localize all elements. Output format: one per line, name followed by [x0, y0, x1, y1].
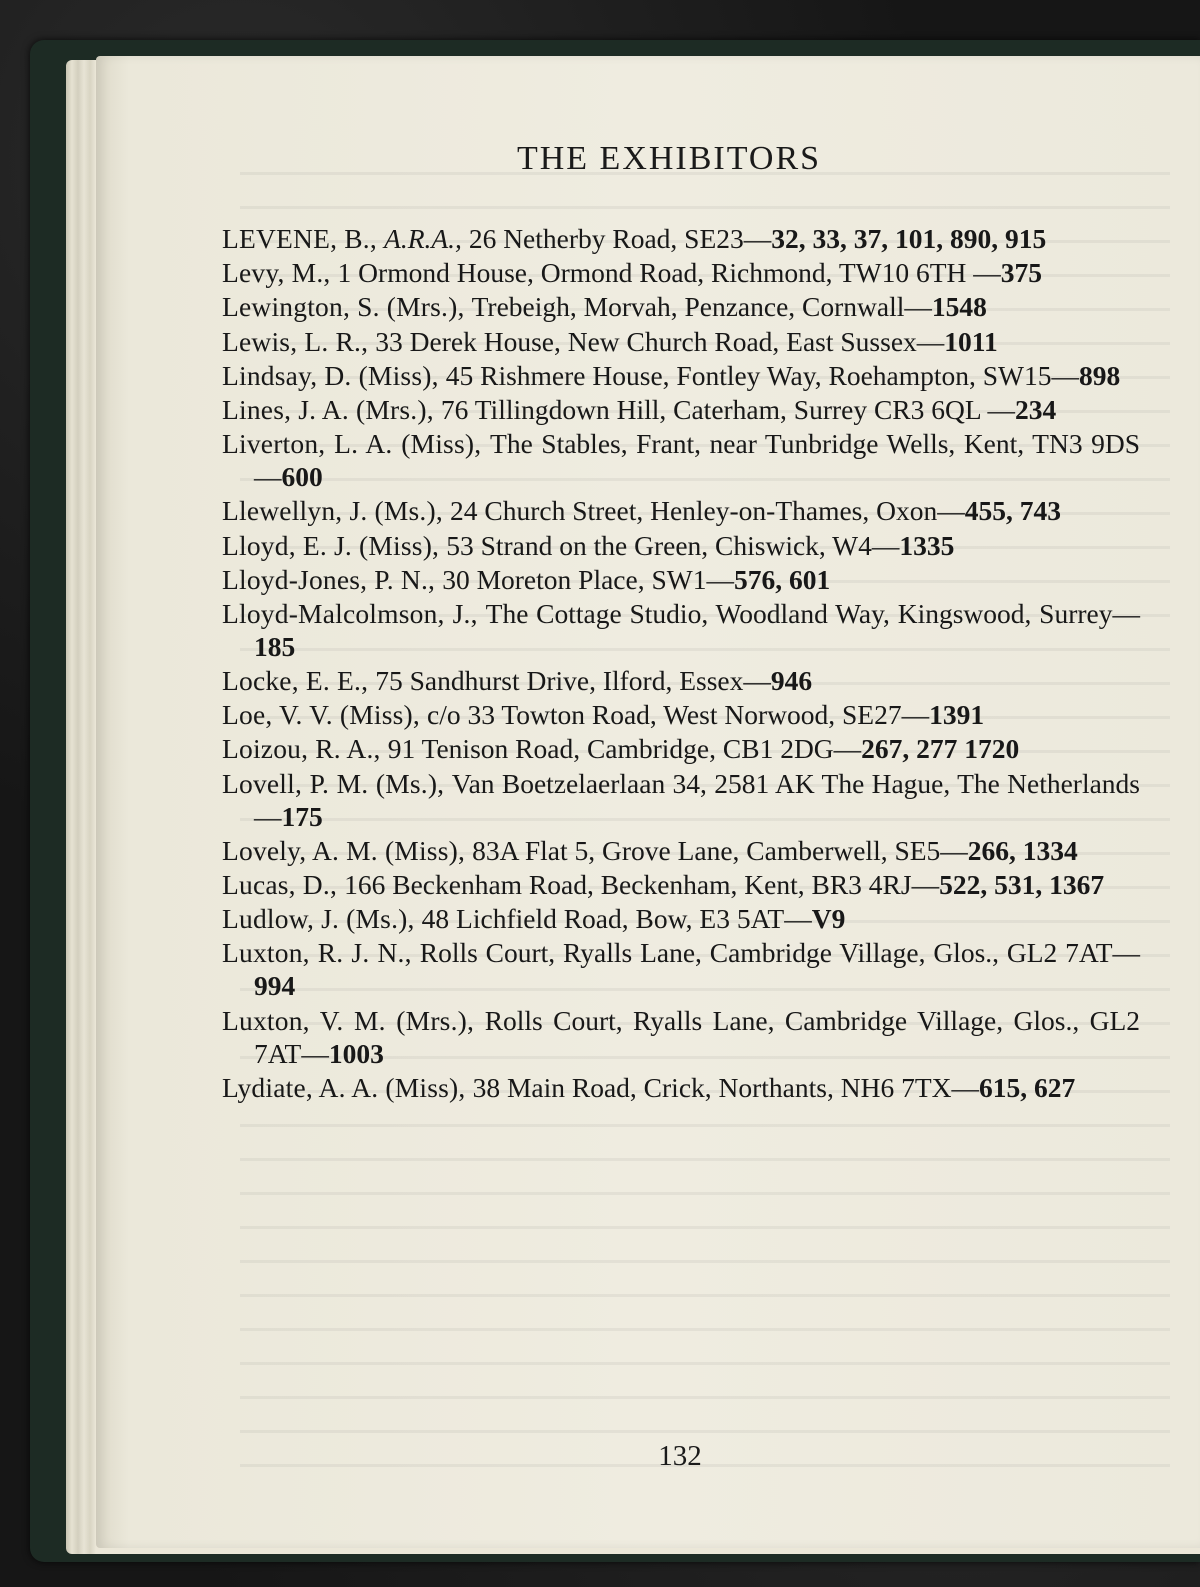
catalogue-numbers: 994 — [254, 970, 296, 1002]
exhibitor-name: Lindsay, D. (Miss), — [222, 359, 446, 391]
exhibitor-address: Rolls Court, Ryalls Lane, Cambridge Village, Glos., GL2 7AT— — [254, 1004, 1140, 1069]
exhibitor-address: 1 Ormond House, Ormond Road, Richmond, TW10 6TH — — [337, 257, 1001, 289]
exhibitor-name: Lloyd-Malcolmson, J., — [222, 597, 486, 629]
exhibitor-entry — [222, 256, 1140, 289]
exhibitor-entry — [222, 427, 1140, 493]
exhibitor-name: Lloyd-Jones, P. N., — [222, 563, 443, 595]
catalogue-numbers: 615, 627 — [978, 1071, 1076, 1103]
exhibitor-address: c/o 33 Towton Road, West Norwood, SE27— — [427, 699, 930, 731]
catalogue-numbers: 185 — [254, 630, 296, 662]
exhibitor-entry — [222, 325, 1140, 358]
exhibitor-entry — [222, 222, 1140, 255]
exhibitor-address: 83A Flat 5, Grove Lane, Camberwell, SE5— — [472, 834, 968, 866]
exhibitor-entry — [222, 698, 1140, 731]
exhibitor-entry — [222, 359, 1140, 392]
catalogue-numbers: 600 — [281, 461, 323, 493]
exhibitor-name: Locke, E. E., — [222, 665, 376, 697]
catalogue-numbers: 1391 — [929, 699, 985, 731]
catalogue-numbers: 266, 1334 — [967, 834, 1078, 866]
exhibitor-address: 48 Lichfield Road, Bow, E3 5AT— — [421, 903, 812, 935]
exhibitor-entry — [222, 732, 1140, 765]
exhibitor-address: 24 Church Street, Henley-on-Thames, Oxon— — [450, 495, 965, 527]
exhibitor-address: The Cottage Studio, Woodland Way, Kingswood, Surrey— — [485, 597, 1140, 629]
exhibitor-name: LEVENE, B., — [222, 223, 385, 254]
exhibitor-address: 45 Rishmere House, Fontley Way, Roehampton, SW15— — [445, 359, 1080, 391]
catalogue-numbers: 576, 601 — [733, 563, 831, 595]
exhibitor-list — [222, 222, 1140, 1105]
catalogue-numbers: 32, 33, 37, 101, 890, 915 — [771, 223, 1047, 254]
exhibitor-entry — [222, 494, 1140, 527]
exhibitor-address: 26 Netherby Road, SE23— — [461, 223, 772, 254]
exhibitor-name: Levy, M., — [222, 257, 338, 289]
exhibitor-address: 53 Strand on the Green, Chiswick, W4— — [446, 529, 900, 561]
exhibitor-name: Loe, V. V. (Miss), — [222, 699, 428, 731]
exhibitor-entry — [222, 902, 1140, 935]
exhibitor-address: Van Boetzelaerlaan 34, 2581 AK The Hague, The Netherlands— — [254, 767, 1141, 832]
exhibitor-name: Lucas, D., — [222, 869, 345, 900]
catalogue-numbers: 375 — [1000, 257, 1043, 289]
exhibitor-address: 30 Moreton Place, SW1— — [442, 563, 734, 595]
exhibitor-name: Luxton, R. J. N., — [222, 937, 420, 969]
catalogue-numbers: 455, 743 — [964, 495, 1061, 527]
exhibitor-address: 33 Derek House, New Church Road, East Sussex— — [375, 325, 945, 357]
page-number: 132 — [658, 1440, 702, 1472]
catalogue-numbers: 267, 277 1720 — [861, 733, 1020, 765]
exhibitor-address: Rolls Court, Ryalls Lane, Cambridge Village, Glos., GL2 7AT— — [419, 937, 1140, 969]
catalogue-numbers: 1003 — [328, 1037, 384, 1069]
exhibitor-name: Lines, J. A. (Mrs.), — [222, 393, 441, 425]
exhibitor-name: Lewis, L. R., — [222, 325, 376, 357]
exhibitor-entry — [222, 1004, 1140, 1070]
exhibitor-name: Ludlow, J. (Ms.), — [222, 903, 422, 935]
exhibitor-address: The Stables, Frant, near Tunbridge Wells, Kent, TN3 9DS— — [254, 428, 1140, 493]
exhibitor-address: 75 Sandhurst Drive, Ilford, Essex— — [375, 665, 771, 697]
exhibitor-name: Lovell, P. M. (Ms.), — [222, 767, 452, 799]
exhibitor-name: Lloyd, E. J. (Miss), — [222, 529, 447, 561]
exhibitor-entry — [222, 393, 1140, 426]
exhibitor-address: 76 Tillingdown Hill, Caterham, Surrey CR3 6QL — — [440, 393, 1016, 425]
exhibitor-entry — [222, 563, 1140, 596]
catalogue-numbers: 1011 — [944, 325, 998, 357]
exhibitor-entry — [222, 1071, 1140, 1104]
exhibitor-address: 166 Beckenham Road, Beckenham, Kent, BR3 4RJ— — [344, 869, 940, 900]
catalogue-numbers: 1548 — [931, 291, 987, 323]
catalogue-numbers: V9 — [811, 903, 846, 935]
exhibitor-name: Luxton, V. M. (Mrs.), — [222, 1004, 485, 1036]
exhibitor-entry — [222, 767, 1140, 833]
catalogue-numbers: 175 — [281, 800, 323, 832]
page-title: THE EXHIBITORS — [516, 140, 822, 177]
exhibitor-address: 38 Main Road, Crick, Northants, NH6 7TX— — [472, 1071, 979, 1103]
catalogue-numbers: 946 — [770, 665, 813, 697]
exhibitor-name: Lydiate, A. A. (Miss), — [222, 1071, 473, 1103]
exhibitor-entry — [222, 597, 1140, 663]
catalogue-numbers: 898 — [1079, 359, 1121, 391]
exhibitor-address: 91 Tenison Road, Cambridge, CB1 2DG— — [387, 733, 862, 765]
exhibitor-entry — [222, 868, 1140, 901]
catalogue-numbers: 1335 — [899, 529, 955, 561]
catalogue-numbers: 522, 531, 1367 — [939, 869, 1105, 900]
exhibitor-entry — [222, 664, 1140, 697]
exhibitor-address: Trebeigh, Morvah, Penzance, Cornwall— — [471, 291, 932, 323]
exhibitor-entry — [222, 834, 1140, 867]
exhibitor-name: Liverton, L. A. (Miss), — [222, 428, 491, 460]
exhibitor-name: Lovely, A. M. (Miss), — [222, 834, 473, 866]
exhibitor-entry — [222, 290, 1140, 323]
exhibitor-post-nominal: A.R.A., — [384, 223, 462, 254]
exhibitor-entry — [222, 936, 1140, 1002]
catalogue-numbers: 234 — [1015, 393, 1057, 425]
exhibitor-name: Loizou, R. A., — [222, 733, 388, 765]
exhibitor-name: Llewellyn, J. (Ms.), — [222, 495, 450, 527]
exhibitor-entry — [222, 529, 1140, 562]
exhibitor-name: Lewington, S. (Mrs.), — [222, 291, 472, 323]
